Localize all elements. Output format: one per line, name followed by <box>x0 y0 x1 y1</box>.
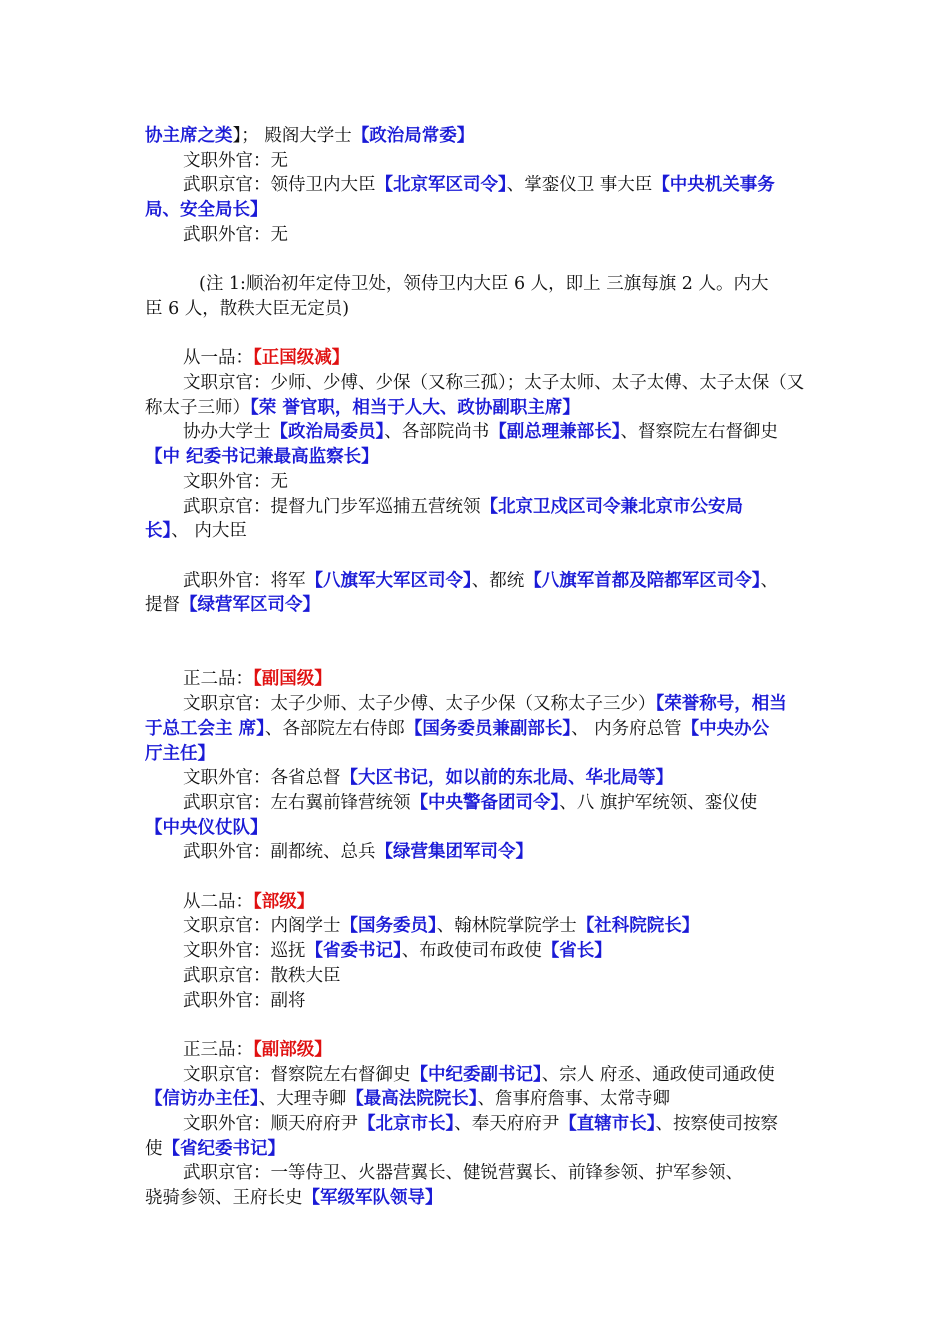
text-line: 文职外官：无 <box>183 150 288 171</box>
text-line: 协主席之类】； 殿阁大学士【政治局常委】 <box>145 126 475 146</box>
text-line: 武职京官：领侍卫内大臣【北京军区司令】、掌銮仪卫 事大臣【中央机关事务 <box>183 175 775 196</box>
text-line: 武职外官：副将 <box>183 990 306 1011</box>
note-line: (注 1:顺治初年定侍卫处，领侍卫内大臣 6 人，即上 三旗每旗 2 人。内大 <box>199 274 769 295</box>
text-line: 使【省纪委书记】 <box>145 1138 285 1159</box>
document-body <box>145 124 815 1211</box>
text-line: 武职京官：左右翼前锋营统领【中央警备团司令】、八 旗护军统领、銮仪使 <box>183 792 758 813</box>
text-line: 文职京官：少师、少傅、少保（又称三孤）；太子太师、太子太傅、太子太保（又 <box>183 373 805 393</box>
text-line: 文职京官：督察院左右督御史【中纪委副书记】、宗人 府丞、通政使司通政使 <box>183 1064 775 1085</box>
text-line: 骁骑参领、王府长史【军级军队领导】 <box>145 1188 443 1209</box>
text-line: 长】、 内大臣 <box>145 521 247 542</box>
text-line: 【中 纪委书记兼最高监察长】 <box>145 447 379 468</box>
text-line: 于总工会主 席】、各部院左右侍郎【国务委员兼副部长】、 内务府总管【中央办公 <box>145 718 770 739</box>
text-line: 文职外官：各省总督【大区书记，如以前的东北局、华北局等】 <box>183 768 673 789</box>
text-line: 武职京官：一等侍卫、火器营翼长、健锐营翼长、前锋参领、护军参领、 <box>183 1163 743 1184</box>
text-line: 【中央仪仗队】 <box>145 817 268 838</box>
text-line: 文职京官：内阁学士【国务委员】、翰林院掌院学士【社科院院长】 <box>183 916 700 937</box>
text-line: 武职京官：散秩大臣 <box>183 965 341 986</box>
text-line: 局、安全局长】 <box>145 200 268 221</box>
text-line: 文职外官：巡抚【省委书记】、布政使司布政使【省长】 <box>183 941 612 962</box>
rank-heading: 从二品：【部级】 <box>183 891 315 912</box>
text-line: 文职外官：顺天府府尹【北京市长】、奉天府府尹【直辖市长】、按察使司按察 <box>183 1114 778 1135</box>
text-line: 提督【绿营军区司令】 <box>145 595 320 616</box>
text-line: 武职外官：无 <box>183 224 288 245</box>
text-line: 称太子三师）【荣 誉官职，相当于人大、政协副职主席】 <box>145 397 580 418</box>
rank-heading: 正二品：【副国级】 <box>183 669 332 690</box>
text-line: 武职外官：副都统、总兵【绿营集团军司令】 <box>183 842 533 863</box>
text-line: 文职外官：无 <box>183 471 288 492</box>
text-line: 文职京官：太子少师、太子少傅、太子少保（又称太子三少）【荣誉称号，相当 <box>183 694 787 715</box>
rank-heading: 从一品：【正国级减】 <box>183 348 350 369</box>
text-line: 厅主任】 <box>145 743 215 764</box>
text-line: 【信访办主任】、大理寺卿【最高法院院长】、詹事府詹事、太常寺卿 <box>145 1089 670 1110</box>
note-line: 臣 6 人，散秩大臣无定员) <box>145 298 350 319</box>
rank-heading: 正三品：【副部级】 <box>183 1039 332 1060</box>
text-line: 协办大学士【政治局委员】、各部院尚书【副总理兼部长】、督察院左右督御史 <box>183 422 778 443</box>
text-line: 武职外官：将军【八旗军大军区司令】、都统【八旗军首都及陪都军区司令】、 <box>183 570 778 591</box>
text-line: 武职京官：提督九门步军巡捕五营统领【北京卫戍区司令兼北京市公安局 <box>183 496 743 517</box>
